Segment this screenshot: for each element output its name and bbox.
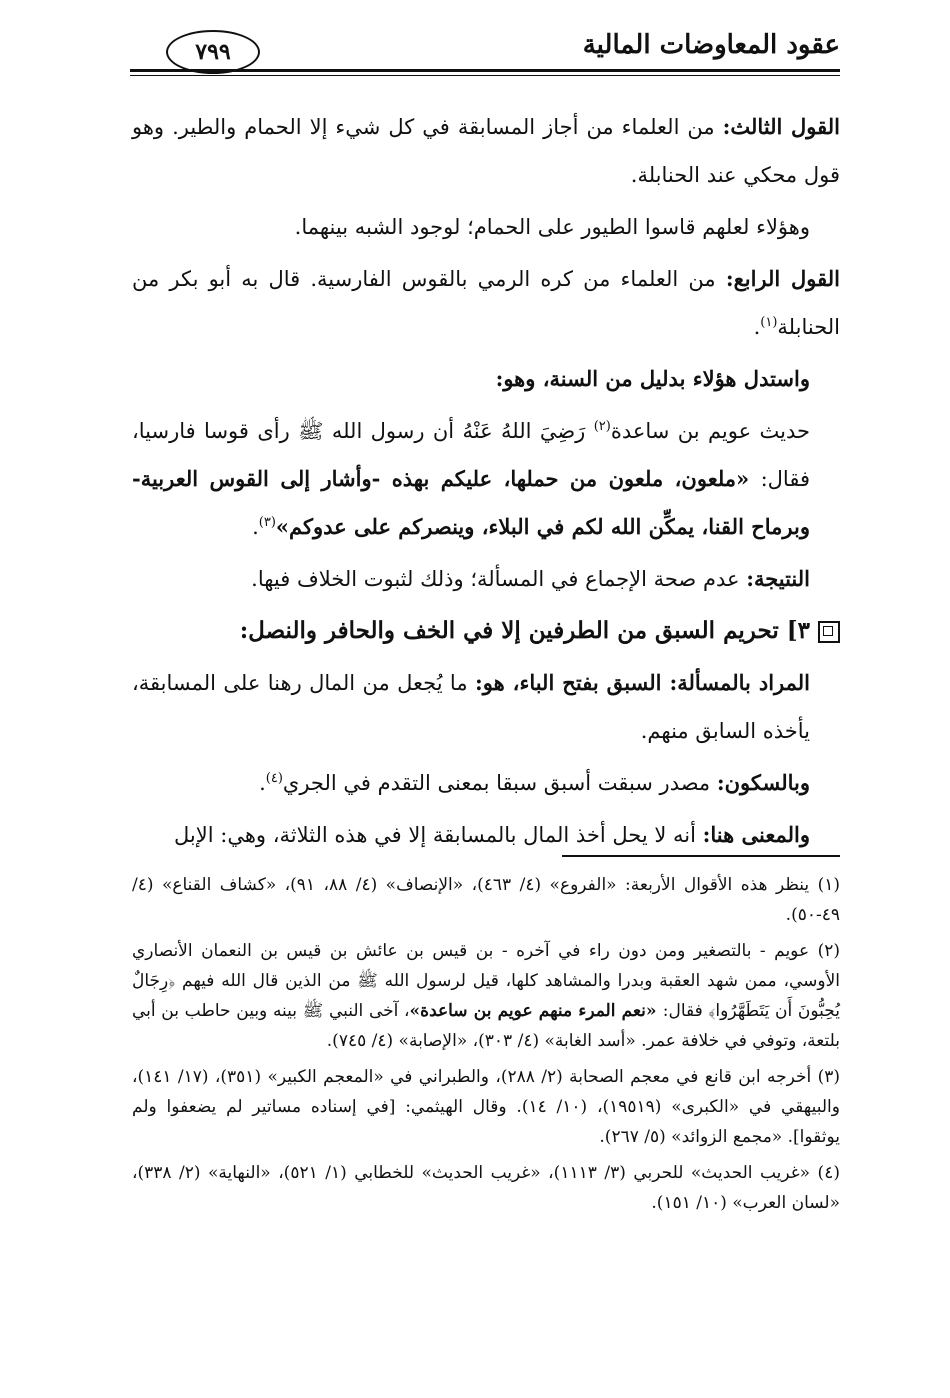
text-result: عدم صحة الإجماع في المسألة؛ وذلك لثبوت الخلاف فيها. bbox=[251, 567, 747, 591]
text-sukun: مصدر سبقت أسبق سبقا بمعنى التقدم في الجري bbox=[282, 771, 717, 795]
label-here-meaning: والمعنى هنا: bbox=[702, 822, 810, 847]
paragraph-result bbox=[132, 555, 840, 603]
text-meaning-bold: السبق بفتح الباء، هو: bbox=[474, 670, 670, 695]
main-text bbox=[132, 103, 840, 863]
footnote-4: (٤) «غريب الحديث» للحربي (٣/ ١١١٣)، «غريب الحديث» للخطابي (١/ ٥٢١)، «النهاية» (٢/ ٣٣٨)، «لسان العرب» (١٠/ ١٥١). bbox=[132, 1163, 840, 1213]
label-result: النتيجة: bbox=[746, 566, 810, 591]
footnote-2-quote: «نعم المرء منهم عويم بن ساعدة» bbox=[409, 1001, 663, 1021]
footnote-ref-2[interactable]: (٢) bbox=[593, 419, 611, 434]
paragraph-hadith: حديث عويم بن ساعدة$^{(٢)}$ رَضِيَ اللهُ عَنْهُ أن رسول الله ﷺ رأى قوسا فارسيا، فقال: «ملعون، ملعون من حملها، عليكم بهذه -وأشار إلى القوس العربية- وبرماح القنا، يمكِّن الله لكم في البلاء، وينصركم على عدوكم»$^{(٣)}$. bbox=[132, 419, 810, 539]
paragraph-third-opinion bbox=[132, 103, 840, 199]
paragraph-here-meaning bbox=[132, 811, 840, 859]
footnote-1: (١) ينظر هذه الأقوال الأربعة: «الفروع» (٤/ ٤٦٣)، «الإنصاف» (٤/ ٨٨، ٩١)، «كشاف القناع» (٤/ ٤٩-٥٠). bbox=[132, 875, 841, 925]
footnotes bbox=[132, 870, 840, 1224]
text-fourth-opinion: من العلماء من كره الرمي بالقوس الفارسية. قال به أبو بكر من الحنابلة bbox=[132, 267, 840, 339]
footnote-2: (٢) عويم - بالتصغير ومن دون راء في آخره - بن قيس بن عائش بن قيس بن النعمان الأنصاري الأوسي، ممن شهد العقبة وبدرا والمشاهد كلها، قيل لرسول الله ﷺ من الذين قال الله فيهم ﴿رِجَالٌ يُحِبُّونَ أَن يَتَطَهَّرُوا﴾ فقال: «نعم المرء منهم عويم بن ساعدة»، آخى النبي ﷺ بينه وبين حاطب بن أبي بلتعة، وتوفي في خلافة عمر. «أسد الغابة» (٤/ ٣٠٣)، «الإصابة» (٤/ ٧٤٥). bbox=[132, 941, 841, 1051]
hadith-quote: «ملعون، ملعون من حملها، عليكم بهذه -وأشار إلى القوس العربية- وبرماح القنا، يمكِّن الله لكم في البلاء، وينصركم على عدوكم» bbox=[132, 466, 810, 539]
paragraph-evidence-intro bbox=[132, 355, 840, 403]
label-meaning: المراد بالمسألة: bbox=[669, 670, 811, 695]
honorific: رَضِيَ اللهُ عَنْهُ bbox=[462, 419, 594, 443]
section-heading bbox=[132, 607, 840, 655]
footnote-3: (٣) أخرجه ابن قانع في معجم الصحابة (٢/ ٢٨٨)، والطبراني في «المعجم الكبير» (٣٥١)، (١٧/ ١٤١)، والبيهقي في «الكبرى» (١٩٥١٩)، (١٠/ ١٤). وقال الهيثمي: [في إسناده مساتير لم يضعفوا ولم يوثقوا]. «مجمع الزوائد» (٥/ ٢٦٧). bbox=[132, 1067, 841, 1147]
footnote-ref-4[interactable]: (٤) bbox=[265, 771, 283, 786]
book-icon bbox=[818, 621, 840, 643]
paragraph-fourth-opinion: القول الرابع: من العلماء من كره الرمي بالقوس الفارسية. قال به أبو بكر من الحنابلة$^{(١)}$. bbox=[132, 266, 841, 339]
heading-number: ٣] bbox=[786, 617, 810, 644]
text-analogy: وهؤلاء لعلهم قاسوا الطيور على الحمام؛ لوجود الشبه بينهما. bbox=[294, 215, 810, 239]
label-fourth-opinion: القول الرابع: bbox=[725, 266, 841, 291]
footnote-ref-1[interactable]: (١) bbox=[760, 315, 778, 330]
footnote-ref-3[interactable]: (٣) bbox=[258, 515, 276, 530]
text-here-meaning: أنه لا يحل أخذ المال بالمسابقة إلا في هذه الثلاثة، وهي: الإبل bbox=[174, 823, 703, 847]
page-header bbox=[130, 30, 840, 78]
page-number-badge: ٧٩٩ bbox=[166, 30, 260, 74]
header-rule-thin bbox=[130, 75, 840, 76]
text-evidence-intro: واستدل هؤلاء بدليل من السنة، وهو: bbox=[495, 366, 810, 391]
paragraph-sukun: وبالسكون: مصدر سبقت أسبق سبقا بمعنى التقدم في الجري$^{(٤)}$. bbox=[259, 770, 810, 795]
paragraph-meaning bbox=[132, 659, 840, 755]
heading-text: تحريم السبق من الطرفين إلا في الخف والحافر والنصل: bbox=[239, 617, 787, 644]
footnote-separator bbox=[562, 855, 840, 857]
label-sukun: وبالسكون: bbox=[716, 770, 810, 795]
text-third-opinion: من العلماء من أجاز المسابقة في كل شيء إلا الحمام والطير. وهو قول محكي عند الحنابلة. bbox=[132, 115, 840, 187]
text-meaning: ما يُجعل من المال رهنا على المسابقة، يأخذه السابق منهم. bbox=[132, 671, 810, 743]
label-third-opinion: القول الثالث: bbox=[722, 114, 840, 139]
paragraph-analogy bbox=[132, 203, 840, 251]
running-title: عقود المعاوضات المالية bbox=[582, 30, 840, 60]
header-rule-thick bbox=[130, 69, 840, 72]
